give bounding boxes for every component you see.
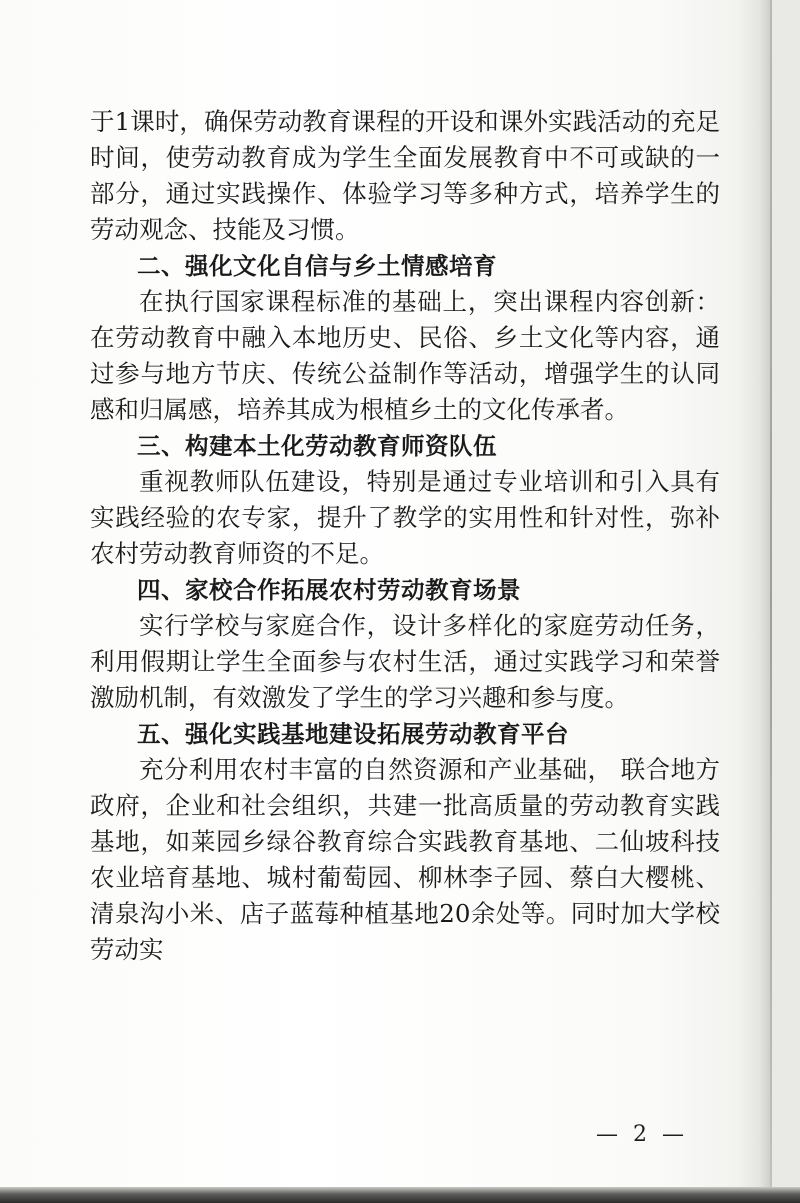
section-heading-4: 四、家校合作拓展农村劳动教育场景	[137, 576, 521, 604]
section-heading-3: 三、构建本土化劳动教育师资队伍	[137, 432, 497, 460]
page-curl-shadow	[738, 0, 772, 1203]
page-number: — 2 —	[596, 1122, 688, 1147]
paragraph-section-5: 充分利用农村丰富的自然资源和产业基础， 联合地方政府，企业和社会组织，共建一批高质量的劳动教育实践基地，如莱园乡绿谷教育综合实践教育基地、二仙坡科技农业培育基地、城村葡萄园、柳林李子园、蔡白大樱桃、清泉沟小米、店子蓝莓种植基地20余处等。同时加大学校劳动实	[90, 755, 720, 964]
paragraph-section-4: 实行学校与家庭合作，设计多样化的家庭劳动任务，利用假期让学生全面参与农村生活，通过实践学习和荣誉激励机制，有效激发了学生的学习兴趣和参与度。	[90, 611, 720, 712]
scan-bottom-edge	[0, 1187, 800, 1203]
section-heading-2: 二、强化文化自信与乡土情感培育	[137, 252, 497, 280]
section-heading-5: 五、强化实践基地建设拓展劳动教育平台	[137, 720, 569, 748]
paragraph-continuation: 于1课时，确保劳动教育课程的开设和课外实践活动的充足时间，使劳动教育成为学生全面发展教育中不可或缺的一部分，通过实践操作、体验学习等多种方式，培养学生的劳动观念、技能及习惯。	[90, 107, 720, 244]
paragraph-section-2: 在执行国家课程标准的基础上，突出课程内容创新：在劳动教育中融入本地历史、民俗、乡土文化等内容，通过参与地方节庆、传统公益制作等活动，增强学生的认同感和归属感，培养其成为根植乡土的文化传承者。	[90, 287, 720, 424]
page-edge	[770, 0, 772, 1203]
paragraph-section-3: 重视教师队伍建设，特别是通过专业培训和引入具有实践经验的农专家，提升了教学的实用性和针对性，弥补农村劳动教育师资的不足。	[90, 467, 720, 568]
body-text	[90, 104, 720, 968]
